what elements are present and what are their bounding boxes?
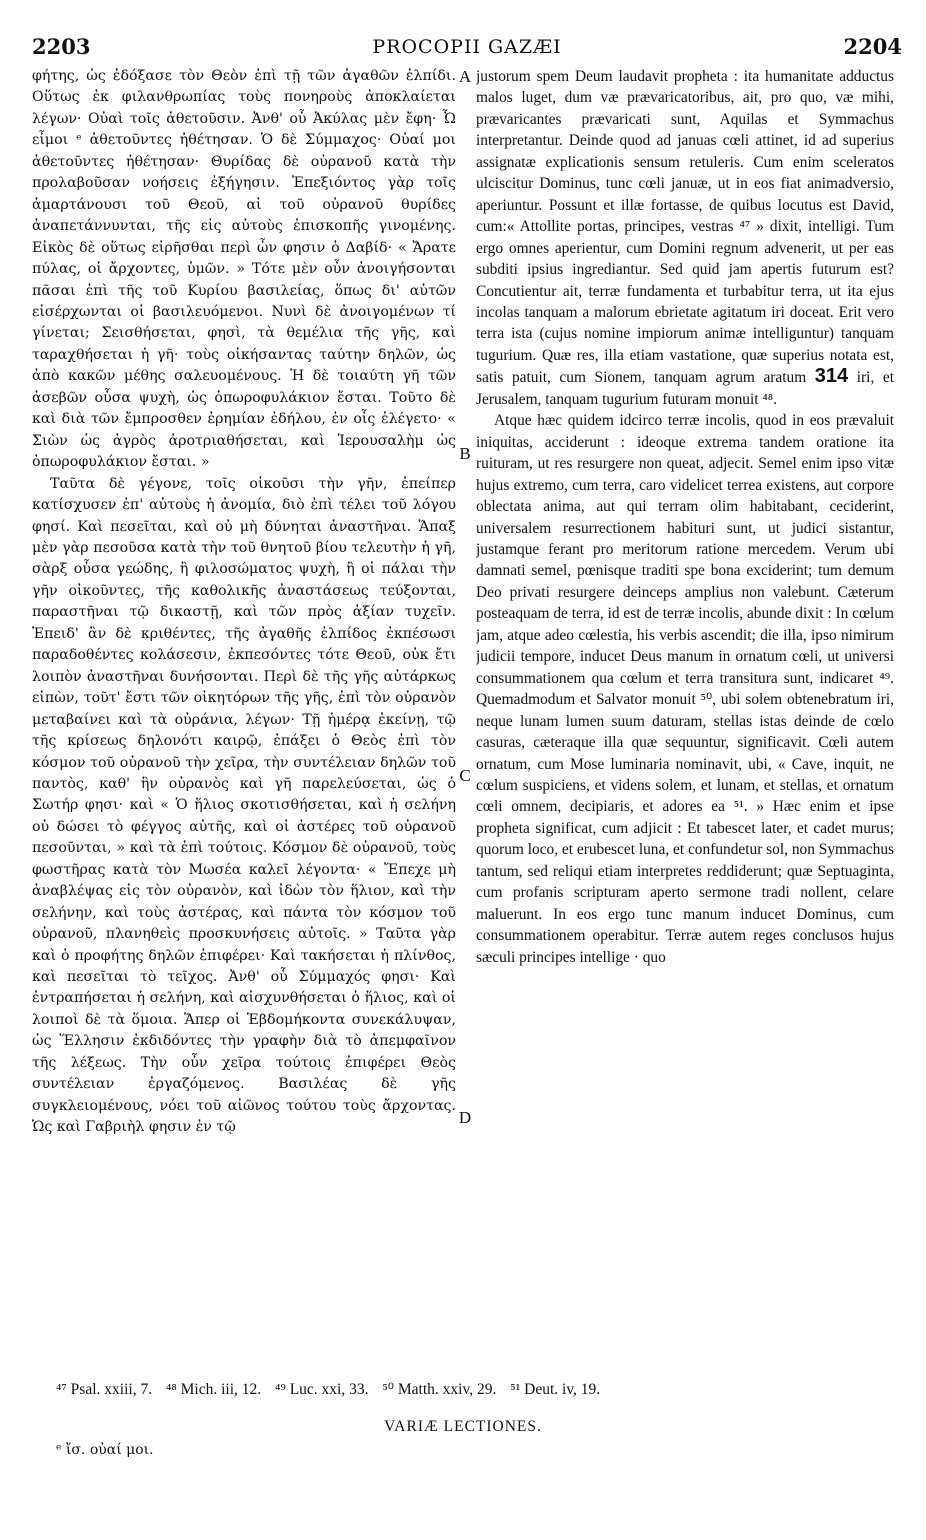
margin-letter-c: C bbox=[459, 766, 471, 785]
greek-paragraph-1: φήτης, ὡς ἐδόξασε τὸν Θεὸν ἐπὶ τῇ τῶν ἀγαθῶν ἐλπίδι. Οὕτως ἐκ φιλανθρωπίας τοὺς πονηροὺς ἀποκλαίεται λέγων· Οὐαὶ τοῖς ἀθετοῦσιν. Ἀνθ' οὗ Ἀκύλας μὲν ἔφη· Ὦ εἶμοι ᵉ ἀθετοῦντες ἠθέτησαν. Ὁ δὲ Σύμμαχος· Οὐαί μοι ἀθετοῦντες ἠθέτησαν· Θυρίδας δὲ οὐρανοῦ κατὰ τὴν προλαβοῦσαν νοήσεις ἐξήγησιν. Ἐπεξιόντος γὰρ τοῖς ἁμαρτάνουσι τοῦ Θεοῦ, αἱ τοῦ οὐρανοῦ θυρίδες ἀναπετάννυνται, τῆς εἰς αὐτοὺς ἐπισκοπῆς γινομένης. Εἰκὸς δὲ οὕτως εἰρῆσθαι περὶ ὧν φησιν ὁ Δαβίδ· « Ἄρατε πύλας, οἱ ἄρχοντες, ὑμῶν. » Τότε μὲν οὖν ἀνοιγήσονται πᾶσαι ἐπὶ τῆς τοῦ Κυρίου βασιλείας, ὅπως δι' αὐτῶν εἰσέρχωνται οἱ βασιλευόμενοι. Νυνὶ δὲ ἀνοιγομένων τί γίνεται; Σεισθήσεται, φησὶ, τὰ θεμέλια τῆς γῆς, καὶ ταραχθήσεται ἡ γῆ· τοὺς οἰκήσαντας ταύτην δηλῶν, ὡς ἀπὸ κακῶν μέθης σαλευομένους. Ἡ δὲ τοιαύτη γῆ τῶν ἀσεβῶν οὖσα ψυχὴ, ὡς ὀπωροφυλάκιον ἔσται. Τοῦτο δὲ καὶ διὰ τῶν ἔμπροσθεν ἐρημίαν ἐδήλου, ἐν οἷς ἐλέγετο· « Σιὼν ὡς ἀγρὸς ἀροτριαθήσεται, καὶ Ἱερουσαλὴμ ὡς ὀπωροφυλάκιον ἔσται. » bbox=[32, 68, 456, 471]
variae-lectiones-heading: VARIÆ LECTIONES. bbox=[384, 1418, 542, 1435]
left-column-number: 2203 bbox=[32, 34, 91, 59]
footnote: ⁵¹ Deut. iv, 19. bbox=[510, 1381, 601, 1398]
margin-letter-b: B bbox=[459, 444, 471, 463]
footnote: ⁴⁹ Luc. xxi, 33. bbox=[275, 1381, 369, 1398]
footnote: ⁵⁰ Matth. xxiv, 29. bbox=[382, 1381, 497, 1398]
running-title: PROCOPII GAZÆI bbox=[372, 36, 562, 58]
latin-paragraph-2: Atque hæc quidem idcirco terræ incolis, quod in eos prævaluit iniquitas, acciderunt : ideoque extrema tandem oratione ita ruituram, ut res resurgere non queat, adjecit. Semel enim ipso vitæ hujus extremo, cum terra, caro videlicet terrea existens, aut corpore oblectata anima, aut qui terram olim habitabant, ceciderint, universalem resurrectionem habituri sunt, ut judici sistantur, justamque ferant pro meritorum ratione mercedem. Verum ubi damnati semel, pœnisque traditi spe bona exciderint; tum demum Deo privati resurgere deinceps amplius non valebunt. Cæterum posteaquam de terra, id est de terræ incolis, abunde dixit : In cœlum jam, atque adeo cœlestia, his verbis ascendit; die illa, ipso nimirum judicii tempore, inducet Deus manum in ornatum cœli, ut universi consummationem qua cœlum et terra transitura sunt, indicaret ⁴⁹. Quemadmodum et Salvator monuit ⁵⁰, ubi solem obtenebratum iri, neque lunam lumen suum daturam, stellas istas deinde de cœlo casuras, cæteraque illa quæ sequuntur, significavit. Cœli autem ornatum, cum Mose luminaria nominavit, ubi, « Cave, inquit, ne cœlum suspiciens, et videns solem, et lunam, et stellas, et ornatum cœli omnem, decipiaris, et adores ea ⁵¹. » Hæc enim et ipse propheta significat, cum adjicit : Et tabescet later, et cadet murus; quorum loco, et erubescet luna, et confundetur sol, non Symmachus tantum, sed reliqui etiam interpretes reddiderunt; quæ Septuaginta, cum profanis scripturam aperto sermone tradi nollent, celare maluerunt. In eos ergo tunc manum inducet Dominus, cum consummationem operabitur. Terræ autem reges conclusos hujus sæculi principes intellige · quo bbox=[476, 412, 894, 966]
greek-paragraph-2: Ταῦτα δὲ γέγονε, τοῖς οἰκοῦσι τὴν γῆν, ἐπείπερ κατίσχυσεν ἐπ' αὐτοὺς ἡ ἀνομία, διὸ ἐπὶ τέλει τοῦ λόγου φησί. Καὶ πεσεῖται, καὶ οὐ μὴ δύνηται ἀναστῆναι. Ἅπαξ μὲν γὰρ πεσοῦσα κατὰ τὴν τοῦ θνητοῦ βίου τελευτὴν ἡ γῆ, σὰρξ οὖσα γεώδης, ἢ φιλοσώματος ψυχὴ, ἢ οἱ πάλαι τὴν γῆν οἰκοῦντες, τῆς καθολικῆς ἀναστάσεως τεύξονται, παραστῆναι τῷ δικαστῇ, καὶ τῶν πρὸς ἀξίαν τυχεῖν. Ἐπειδ' ἂν δὲ κριθέντες, τῆς ἀγαθῆς ἐλπίδος ἐκπέσωσι παραδοθέντες κολάσεσιν, ἐκπεσόντες τότε Θεοῦ, οὐκ ἔτι λοιπὸν ἀναστῆναι δυνήσονται. Περὶ δὲ τῆς γῆς αὐτάρκως εἰπὼν, τοῦτ' ἔστι τῶν οἰκητόρων τῆς γῆς, ἐπὶ τὸν οὐρανὸν μεταβαίνει καὶ τὰ οὐράνια, λέγων· Τῇ ἡμέρᾳ ἐκείνῃ, τῷ τῆς κρίσεως δηλονότι καιρῷ, ἐπάξει ὁ Θεὸς ἐπὶ τὸν κόσμον τοῦ οὐρανοῦ τὴν χεῖρα, τὴν συντέλειαν δηλῶν τοῦ παντὸς, καθ' ἣν οὐρανὸς καὶ γῆ παρελεύσεται, ὡς ὁ Σωτήρ φησι· καὶ « Ὁ ἥλιος σκοτισθήσεται, καὶ ἡ σελήνη οὐ δώσει τὸ φέγγος αὐτῆς, καὶ οἱ ἀστέρες τοῦ οὐρανοῦ πεσοῦνται, » καὶ τὰ ἐπὶ τούτοις. Κόσμον δὲ οὐρανοῦ, τοὺς φωστῆρας κατὰ τὸν Μωσέα καλεῖ λέγοντα· « Ἔπεχε μὴ ἀναβλέψας εἰς τὸν οὐρανὸν, καὶ ἰδὼν τὸν ἥλιον, καὶ τὴν σελήνην, καὶ τοὺς ἀστέρας, καὶ πάντα τὸν κόσμον τοῦ οὐρανοῦ, πλανηθεὶς προσκυνήσεις αὐτοῖς. » Ταῦτα γὰρ καὶ ὁ προφήτης δηλῶν ἐπιφέρει· Καὶ τακήσεται ἡ πλίνθος, καὶ πεσεῖται τὸ τεῖχος. Ἀνθ' οὗ Σύμμαχός φησι· Καὶ ἐντραπήσεται ἡ σελήνη, καὶ αἰσχυνθήσεται ὁ ἥλιος, καὶ οἱ λοιποὶ δὲ τὰ ὅμοια. Ἅπερ οἱ Ἑβδομήκοντα συνεκάλυψαν, ὡς Ἕλλησιν ἐκδιδόντες τὴν γραφὴν διὰ τὸ ἀπεμφαῖνον τῆς λέξεως. Τὴν οὖν χεῖρα τούτοις ἐπιφέρει Θεὸς συντέλειαν ἐργαζόμενος. Βασιλέας δὲ γῆς συγκλειομένους, νόει τοῦ αἰῶνος τούτου τοὺς ἄρχοντας. Ὡς καὶ Γαβριὴλ φησιν ἐν τῷ bbox=[32, 475, 456, 1136]
greek-column bbox=[32, 66, 456, 1366]
page-header bbox=[32, 34, 902, 62]
latin-text-1b: iri, et Jerusalem, tanquam tugurium futuram monuit ⁴⁸. bbox=[476, 369, 894, 408]
latin-column bbox=[476, 66, 894, 1366]
margin-letter-a: A bbox=[458, 67, 472, 86]
footnote: ⁴⁷ Psal. xxiii, 7. bbox=[56, 1381, 153, 1398]
latin-text-1a: justorum spem Deum laudavit propheta : ita humanitate adductus malos luget, dum væ prævaricatoribus, ait, pro quo, væ mihi, prævaricantes prævaricati sunt, Aquilas et Symmachus interpretantur. Deinde quod ad januas cœli attinet, id ad superius assignatæ explicationis sensum retuleris. Cum enim sceleratos ulciscitur Dominus, tunc cœli januæ, ut in eos fiat animadversio, aperiuntur. Possunt et illæ fortasse, de quibus locutus est David, cum:« Attollite portas, principes, vestras ⁴⁷ » dixit, intelligi. Tum ergo omnes aperientur, cum Domini regnum advenerit, ut per eas subditi ipsius ingrediantur. Sed quid jam apertis futurum est? Concutientur ait, terræ fundamenta et turbabitur terra, ut ita ejus incolas tanquam a malorum ebrietate agitatum iri doceat. Erit vero terra ista (cujus nomine impiorum animæ intelliguntur) tanquam tugurium. Quæ res, illa etiam vastatione, quæ superius notata est, satis patuit, cum Sionem, tanquam agrum aratum bbox=[476, 68, 894, 387]
latin-paragraph-1 bbox=[476, 66, 894, 410]
variant-reading-note: ᵉ ἴσ. οὐαί μοι. bbox=[56, 1442, 154, 1458]
column-marker: 314 bbox=[814, 365, 849, 388]
margin-letter-d: D bbox=[458, 1108, 472, 1127]
footnote: ⁴⁸ Mich. iii, 12. bbox=[165, 1381, 262, 1398]
footnotes bbox=[56, 1380, 886, 1399]
right-column-number: 2204 bbox=[843, 34, 902, 59]
